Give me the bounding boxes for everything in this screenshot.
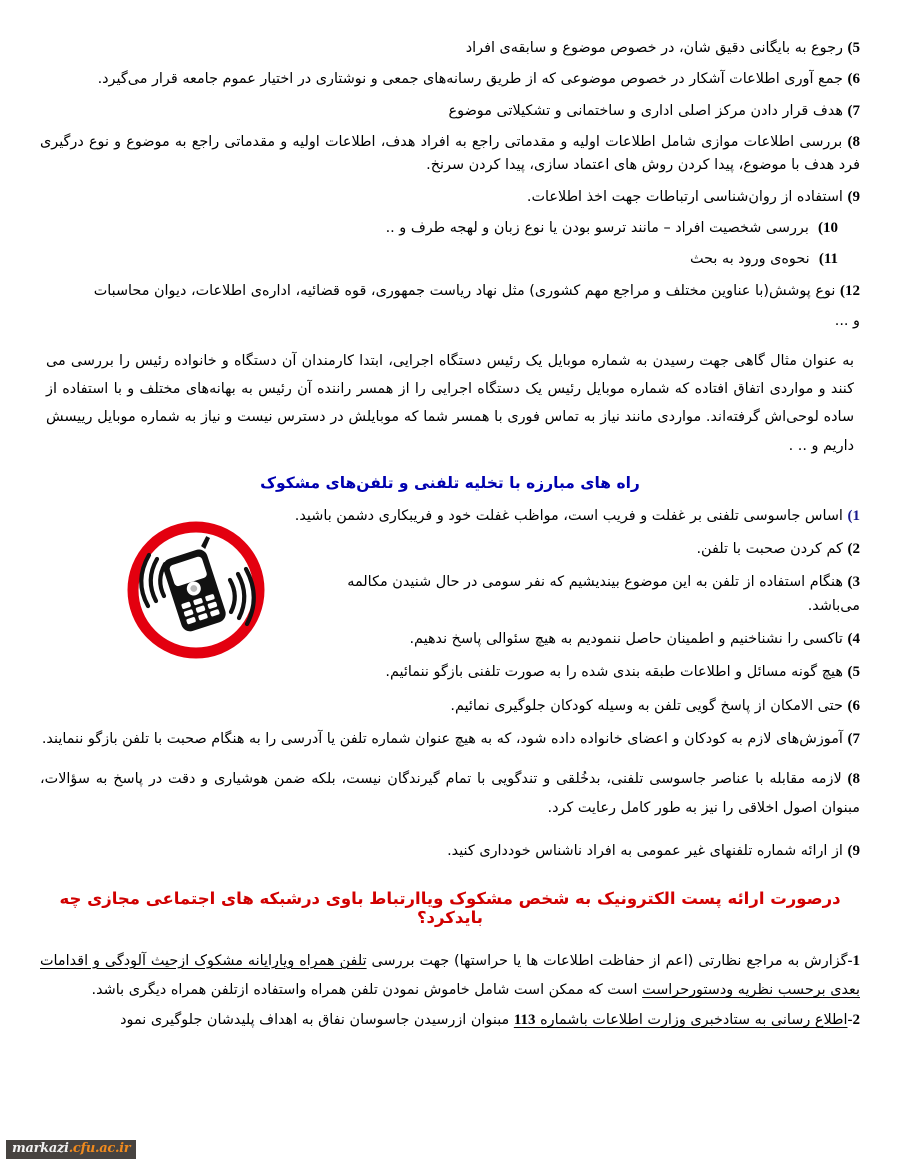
list-item-number: 9) (847, 188, 860, 205)
countermeasures-section (40, 504, 860, 863)
list-item (40, 185, 860, 209)
list-item-number: 12) (840, 282, 860, 299)
list-item (40, 130, 860, 178)
list-item-text-underlined: تلفن همراه ویارایانه مشکوک ازحیث آلودگی و اقدامات بعدی برحسب نظریه ودستورحراست (40, 952, 860, 999)
list-item-text: نوع پوشش(با عناوین مختلف و مراجع مهم کشوری) مثل نهاد ریاست جمهوری، قوه قضائیه، اداره‌ی اطلاعات، دیوان محاسبات (93, 282, 836, 299)
intro-paragraph: به عنوان مثال گاهی جهت رسیدن به شماره موبایل یک رئیس دستگاه اجرایی، ابتدا کارمندان آن دستگاه و خانواده رئیس را بررسی می کنند و مواردی اتفاق افتاده که شماره موبایل رئیس یک دستگاه اجرایی را از همسر راننده آن رئیس به بهانه‌های مختلف و با استفاده از ساده لوحی‌اش گرفته‌اند. مواردی مانند نیاز به تماس فوری با همسر شما که موبایلش در دسترس نیست و نیاز به شماره موبایل رییسش داریم و .. . (46, 353, 854, 454)
list-item-number: 10) (818, 219, 838, 236)
list-item (40, 839, 860, 863)
list-item-number: 8) (847, 771, 860, 788)
list-item-number: 1) (847, 507, 860, 524)
list-item-number: 1- (847, 952, 860, 969)
list-item (40, 67, 860, 91)
no-mobile-phone-sign-icon (120, 514, 272, 666)
list-item-number: 5) (847, 664, 860, 681)
section-heading-email-suspicious: درصورت ارائه پست الکترونیک به شخص مشکوک ویاارتباط باوی درشبکه های اجتماعی مجازی چه بایدکرد؟ (59, 888, 841, 927)
list-item-number: 5) (847, 40, 860, 56)
list-item-text: رجوع به بایگانی دقیق شان، در خصوص موضوع و سابقه‌ی افراد (465, 40, 843, 56)
list-item-text: گزارش به مراجع نظارتی (اعم از حفاظت اطلاعات ها یا حراستها) جهت بررسی (366, 952, 848, 969)
list-item-text: جمع آوری اطلاعات آشکار در خصوص موضوعی که از طریق رسانه‌های جمعی و نوشتاری در اختیار عموم جامعه قرار می‌گیرد. (97, 71, 843, 88)
list-item-text: اساس جاسوسی تلفنی بر غفلت و فریب است، مواظب غفلت خود و فریبکاری دشمن باشید. (294, 507, 843, 524)
list-item (40, 694, 860, 718)
list-item-number: 6) (847, 71, 860, 88)
list-item-text: استفاده از روان‌شناسی ارتباطات جهت اخذ اطلاعات. (526, 188, 843, 205)
top-numbered-list (40, 36, 860, 333)
list-item-text: مبنوان ازرسیدن جاسوسان نفاق به اهداف پلیدشان جلوگیری نمود (120, 1012, 514, 1029)
list-item-text: تاکسی را نشناخنیم و اطمینان حاصل ننمودیم به هیچ سئوالی پاسخ ندهیم. (409, 630, 843, 647)
list-item-text: حتی الامکان از پاسخ گویی تلفن به وسیله کودکان جلوگیری نمائیم. (450, 697, 843, 714)
list-item-text: لازمه مقابله با عناصر جاسوسی تلفنی، بدخُلقی و تندگویی با تمام گیرندگان نیست، بلکه ضمن هوشیاری و دقت در پاسخ به سؤالات، مبنوان اصول اخلاقی را نیز به طور کامل رعایت کرد. (40, 771, 860, 817)
hotline-number: 113 (513, 1012, 536, 1029)
list-item-text: بررسی اطلاعات موازی شامل اطلاعات اولیه و مقدماتی راجع به افراد هدف، اطلاعات اولیه و مقدماتی راجع به موضوع و نوع درگیری فرد هدف با موضوع، پیدا کردن روش های اعتماد سازی، پیدا کردن سرنخ. (40, 133, 860, 174)
watermark-site-name: markazi (12, 1140, 69, 1156)
list-item (40, 247, 860, 271)
list-item-text: هنگام استفاده از تلفن به این موضوع بیندیشیم که نفر سومی در حال شنیدن مکالمه می‌باشد. (347, 574, 860, 614)
list-item-text: کم کردن صحبت با تلفن. (696, 540, 843, 557)
list-item-text: آموزش‌های لازم به کودکان و اعضای خانواده داده شود، که به هیچ عنوان شماره تلفن یا آدرسی را به هنگام صحبت با تلفن بازگو ننمایند. (41, 730, 843, 747)
list-item-text: است که ممکن است شامل خاموش نمودن تلفن همراه واستفاده ازتلفن همراه دیگری باشد. (91, 982, 643, 999)
list-item (40, 310, 860, 333)
list-item (40, 947, 860, 1004)
watermark-domain: .cfu.ac.ir (68, 1140, 131, 1156)
list-item-number: 7) (847, 730, 860, 747)
list-item-text-underlined: اطلاع رسانی به ستادخبری وزارت اطلاعات باشماره (535, 1012, 848, 1029)
list-item (40, 727, 860, 751)
list-item-text: از ارائه شماره تلفنهای غیر عمومی به افراد ناشناس خودداری کنید. (447, 842, 843, 859)
list-item-text: نحوه‌ی ورود به بحث (689, 251, 810, 268)
list-item-number: 3) (847, 574, 860, 591)
list-item-number: 11) (818, 251, 838, 268)
list-item (40, 279, 860, 303)
list-item (40, 1006, 860, 1035)
list-item (40, 99, 860, 123)
list-item-number: 2) (847, 540, 860, 557)
list-item-number: 4) (847, 630, 860, 647)
list-item (40, 765, 860, 822)
list-item-text: هیچ گونه مسائل و اطلاعات طبقه بندی شده را به صورت تلفنی بازگو ننمائیم. (385, 664, 843, 681)
list-item-number: 2- (847, 1012, 860, 1029)
list-item (40, 36, 860, 60)
bottom-numbered-list (40, 947, 860, 1036)
site-watermark (6, 1140, 136, 1159)
list-item-number: 7) (847, 102, 860, 119)
list-item-number: 8) (847, 133, 860, 150)
list-item-text: بررسی شخصیت افراد – مانند ترسو بودن یا نوع زبان و لهجه طرف و .. (385, 219, 809, 236)
list-item (40, 216, 860, 240)
list-item-text: و ... (834, 312, 860, 329)
list-item-number: 6) (847, 697, 860, 714)
section-heading-phone-countermeasures: راه های مبارزه با تخلیه تلفنی و تلفن‌های مشکوک (260, 473, 640, 492)
list-item-text: هدف قرار دادن مرکز اصلی اداری و ساختمانی و تشکیلاتی موضوع (448, 102, 843, 119)
list-item-number: 9) (847, 842, 860, 859)
